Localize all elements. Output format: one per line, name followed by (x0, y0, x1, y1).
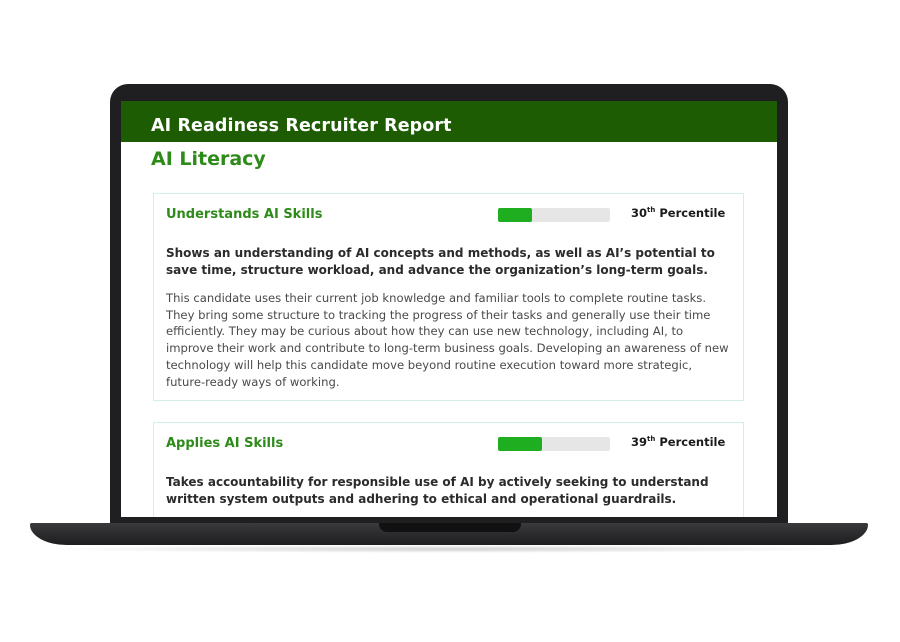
percentile-number: 30 (631, 206, 648, 220)
laptop-screen (121, 101, 777, 517)
skill-card-applies (153, 422, 744, 517)
laptop-shadow (40, 545, 860, 553)
percentile-suffix: th (647, 206, 656, 215)
skill-lead: Takes accountability for responsible use of AI by actively seeking to understand written system outputs and adhering to ethical and operational guardrails. (166, 475, 709, 506)
skill-lead: Shows an understanding of AI concepts and methods, as well as AI’s potential to save time, structure workload, and advance the organization’s long-term goals. (166, 246, 715, 277)
skill-description: This candidate uses their current job knowledge and familiar tools to complete routine tasks. They bring some structure to tracking the progress of their tasks and generally use their time efficiently. They may be curious about how they can use new technology, including AI, to improve their work and contribute to long-term business goals. Developing an awareness of new technology will help this candidate move beyond routine execution toward more strategic, future-ready ways of working. (166, 291, 729, 389)
report-header (121, 101, 777, 142)
percentile-number: 39 (631, 435, 648, 449)
report-title: AI Readiness Recruiter Report (151, 116, 452, 136)
percentile-label (631, 435, 725, 449)
section-title: AI Literacy (151, 148, 266, 170)
percentile-word: Percentile (659, 435, 726, 449)
percentile-bar-fill (498, 437, 542, 451)
percentile-bar-fill (498, 208, 532, 222)
skill-title: Understands AI Skills (166, 207, 323, 222)
percentile-bar (498, 208, 610, 222)
skill-card-understands (153, 193, 744, 401)
percentile-suffix: th (647, 435, 656, 444)
skill-title: Applies AI Skills (166, 436, 284, 451)
percentile-label (631, 206, 725, 220)
percentile-bar (498, 437, 610, 451)
laptop-notch (379, 523, 521, 532)
percentile-word: Percentile (659, 206, 726, 220)
